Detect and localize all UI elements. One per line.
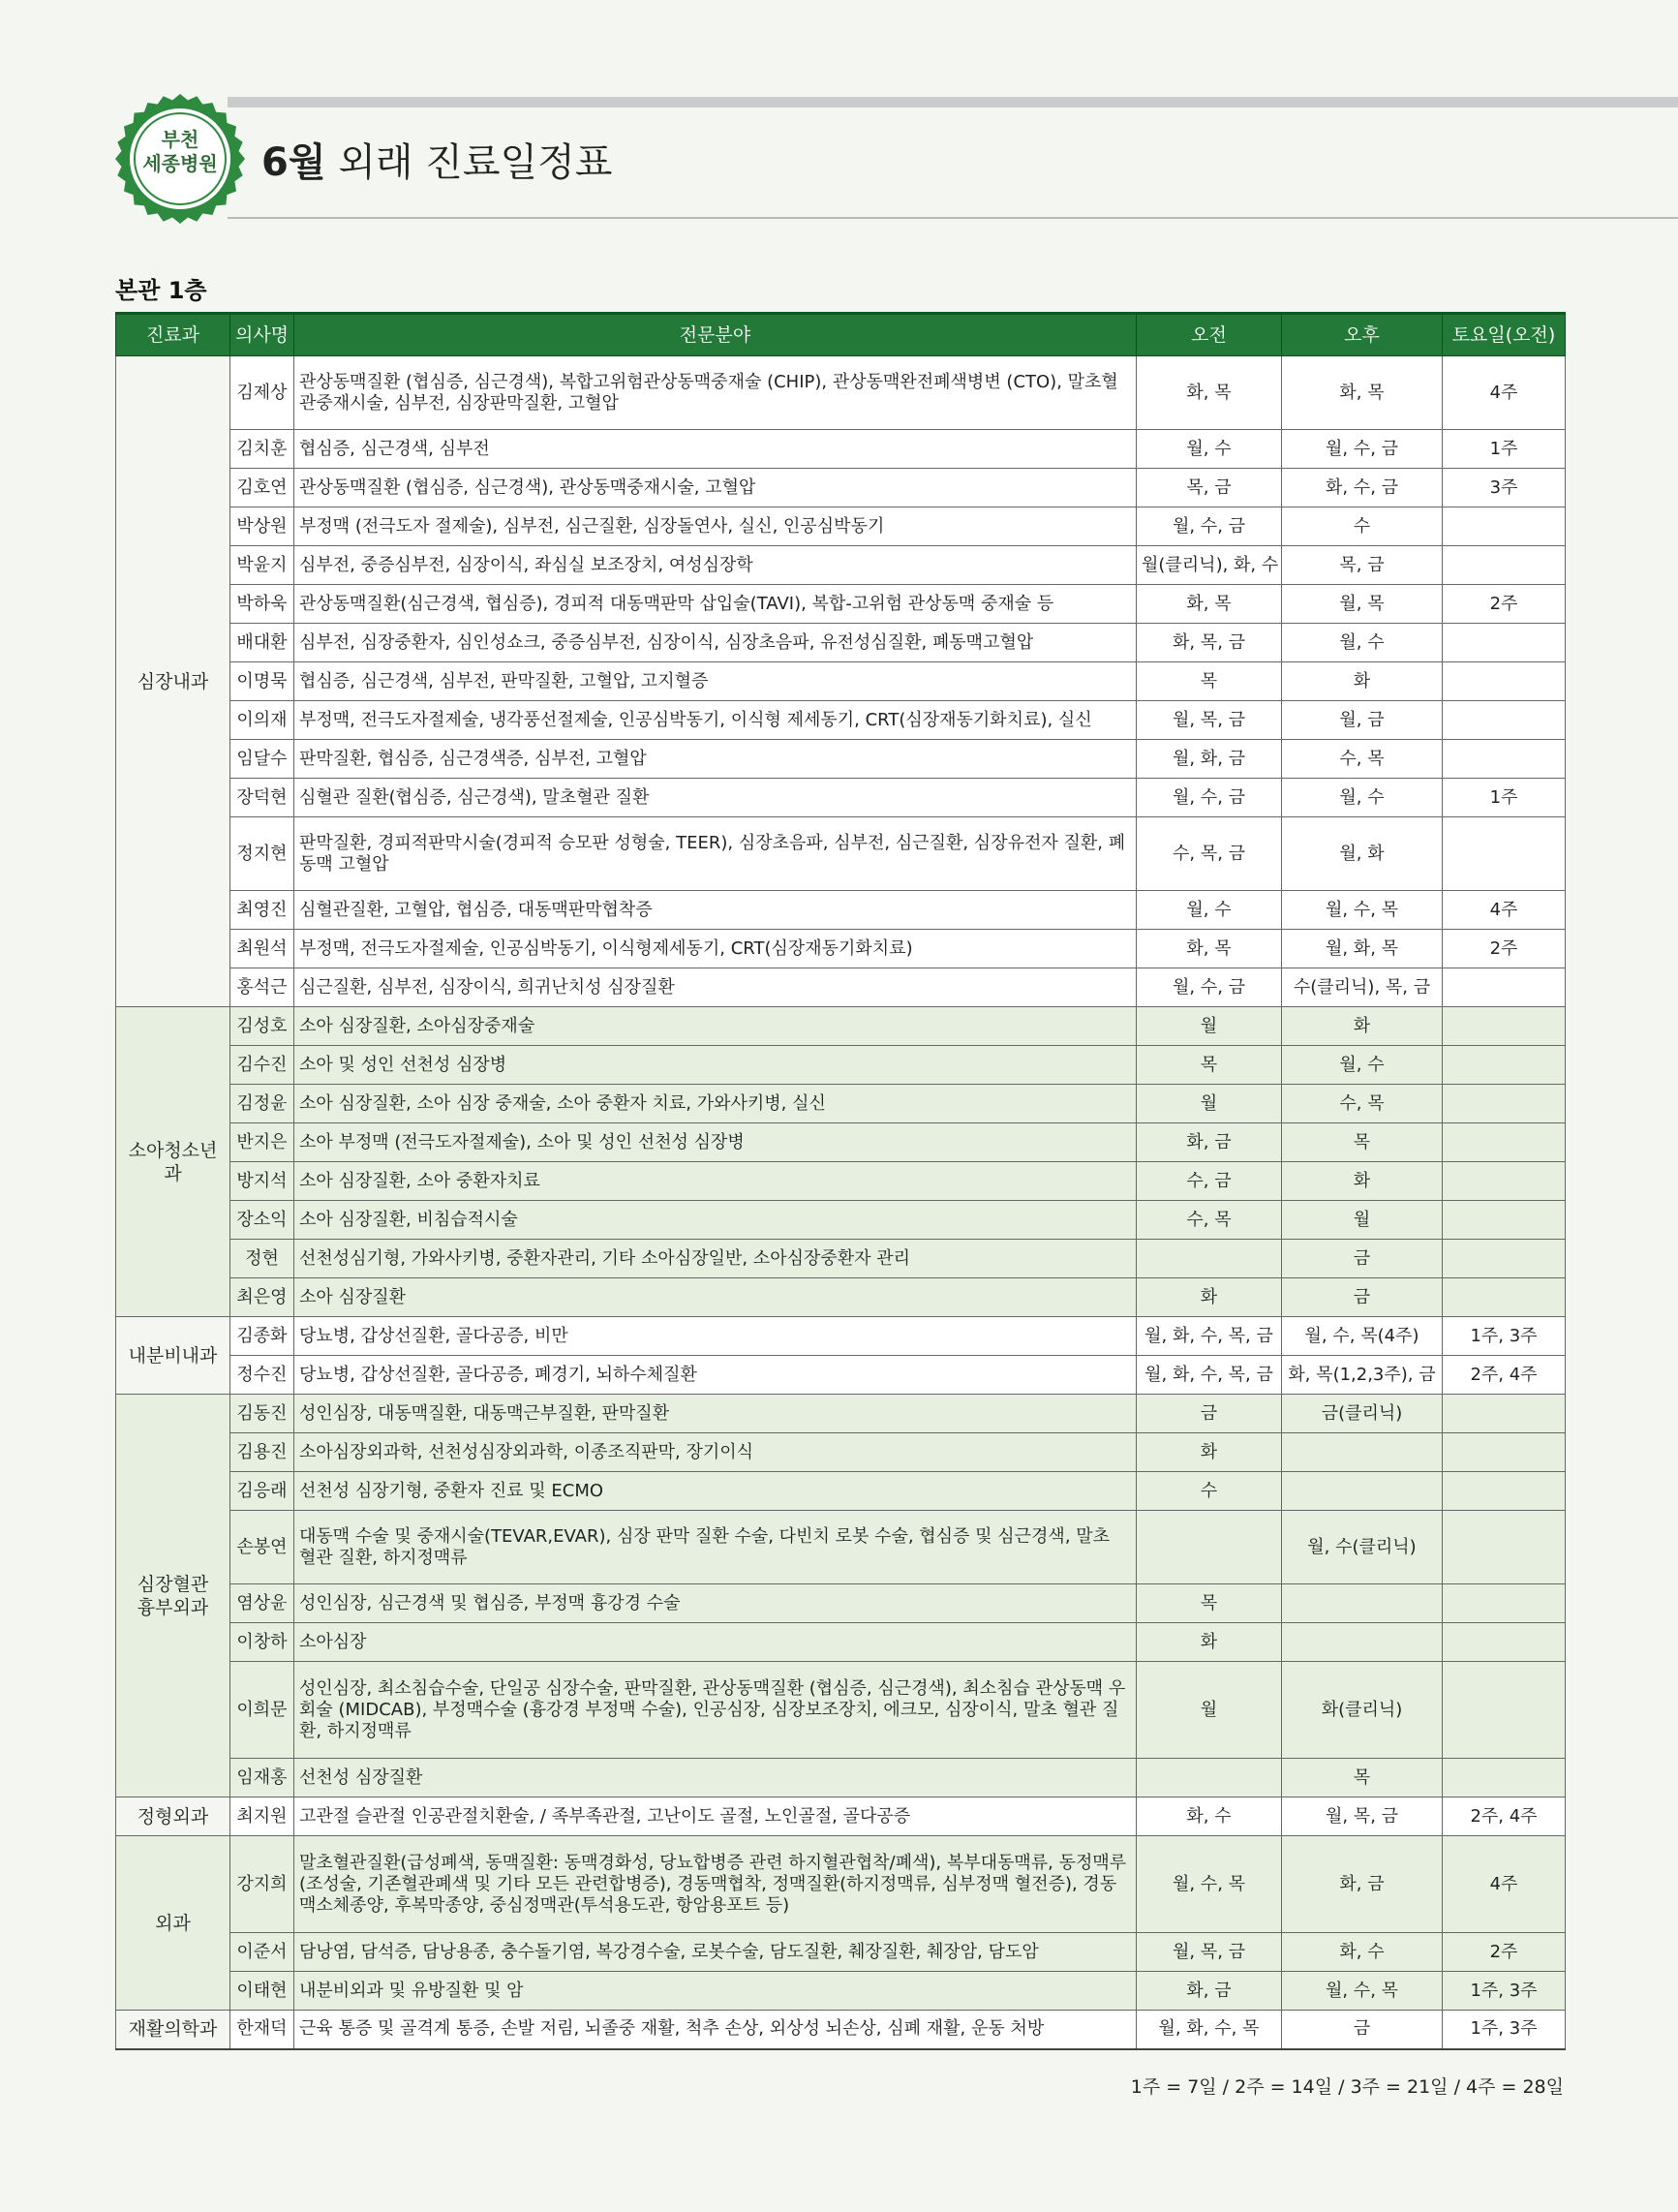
table-row	[116, 1511, 1566, 1584]
department-cell: 정형외과	[116, 1797, 230, 1836]
afternoon-days: 월, 목, 금	[1282, 1797, 1443, 1836]
doctor-name: 배대환	[230, 624, 294, 662]
table-row	[116, 1584, 1566, 1623]
morning-days: 월, 화, 수, 목, 금	[1137, 1356, 1282, 1395]
saturday-weeks: 1주	[1443, 779, 1566, 817]
morning-days: 화, 수	[1137, 1797, 1282, 1836]
morning-days	[1137, 1240, 1282, 1278]
header-rule	[228, 217, 1678, 219]
specialty: 선천성 심장질환	[294, 1759, 1137, 1797]
seal-line-2: 세종병원	[142, 152, 218, 175]
specialty: 소아 부정맥 (전극도자절제술), 소아 및 성인 선천성 심장병	[294, 1123, 1137, 1162]
section-title: 본관 1층	[115, 277, 207, 304]
morning-days: 월, 수, 금	[1137, 779, 1282, 817]
table-row	[116, 585, 1566, 624]
specialty: 소아 심장질환, 소아 중환자치료	[294, 1162, 1137, 1201]
saturday-weeks	[1443, 1123, 1566, 1162]
doctor-name: 박상원	[230, 507, 294, 546]
saturday-weeks	[1443, 1759, 1566, 1797]
specialty: 내분비외과 및 유방질환 및 암	[294, 1972, 1137, 2011]
specialty: 소아심장	[294, 1623, 1137, 1662]
saturday-weeks	[1443, 1240, 1566, 1278]
morning-days: 화	[1137, 1433, 1282, 1472]
table-row	[116, 1972, 1566, 2011]
morning-days: 화, 목	[1137, 356, 1282, 430]
doctor-name: 염상윤	[230, 1584, 294, 1623]
saturday-weeks: 2주, 4주	[1443, 1797, 1566, 1836]
department-name-line: 흉부외과	[137, 1596, 209, 1618]
afternoon-days: 월, 수, 목	[1282, 1972, 1443, 2011]
afternoon-days: 화, 목	[1282, 356, 1443, 430]
doctor-name: 김동진	[230, 1395, 294, 1433]
specialty: 성인심장, 최소침습수술, 단일공 심장수술, 판막질환, 관상동맥질환 (협심증, 심근경색), 최소침습 관상동맥 우회술 (MIDCAB), 부정맥수술 (흉강경 부정맥 수술), 인공심장, 심장보조장치, 에크모, 심장이식, 말초 혈관 질환, 하지정맥류	[294, 1662, 1137, 1759]
specialty: 심혈관 질환(협심증, 심근경색), 말초혈관 질환	[294, 779, 1137, 817]
table-row	[116, 1317, 1566, 1356]
saturday-weeks	[1443, 1623, 1566, 1662]
afternoon-days: 화	[1282, 662, 1443, 701]
doctor-name: 최지원	[230, 1797, 294, 1836]
morning-days: 월, 수	[1137, 891, 1282, 930]
specialty: 담낭염, 담석증, 담낭용종, 충수돌기염, 복강경수술, 로봇수술, 담도질환, 췌장질환, 췌장암, 담도암	[294, 1933, 1137, 1972]
afternoon-days	[1282, 1623, 1443, 1662]
morning-days: 화, 목, 금	[1137, 624, 1282, 662]
saturday-weeks: 3주	[1443, 469, 1566, 507]
table-row	[116, 891, 1566, 930]
doctor-name: 이창하	[230, 1623, 294, 1662]
table-row	[116, 1162, 1566, 1201]
doctor-name: 김치훈	[230, 430, 294, 469]
specialty: 대동맥 수술 및 중재시술(TEVAR,EVAR), 심장 판막 질환 수술, 다빈치 로봇 수술, 협심증 및 심근경색, 말초 혈관 질환, 하지정맥류	[294, 1511, 1137, 1584]
saturday-weeks	[1443, 1511, 1566, 1584]
col-header-sat: 토요일(오전)	[1443, 314, 1566, 356]
afternoon-days: 수, 목	[1282, 1085, 1443, 1123]
saturday-weeks	[1443, 624, 1566, 662]
afternoon-days: 화	[1282, 1162, 1443, 1201]
saturday-weeks: 2주	[1443, 930, 1566, 968]
specialty: 판막질환, 경피적판막시술(경피적 승모판 성형술, TEER), 심장초음파, 심부전, 심근질환, 심장유전자 질환, 폐동맥 고혈압	[294, 817, 1137, 891]
afternoon-days: 수, 목	[1282, 740, 1443, 779]
doctor-name: 정지현	[230, 817, 294, 891]
page-title	[261, 132, 612, 187]
doctor-name: 김종화	[230, 1317, 294, 1356]
schedule-table	[115, 312, 1566, 2050]
doctor-name: 김성호	[230, 1007, 294, 1046]
specialty: 소아 심장질환, 소아심장중재술	[294, 1007, 1137, 1046]
department-cell: 내분비내과	[116, 1317, 230, 1395]
specialty: 성인심장, 대동맥질환, 대동맥근부질환, 판막질환	[294, 1395, 1137, 1433]
table-row	[116, 1007, 1566, 1046]
morning-days: 화, 목	[1137, 585, 1282, 624]
afternoon-days: 월, 수	[1282, 779, 1443, 817]
table-row	[116, 469, 1566, 507]
col-header-doctor: 의사명	[230, 314, 294, 356]
department-cell: 재활의학과	[116, 2011, 230, 2049]
morning-days: 월, 수, 금	[1137, 507, 1282, 546]
doctor-name: 김용진	[230, 1433, 294, 1472]
table-row	[116, 546, 1566, 585]
morning-days: 월(클리닉), 화, 수	[1137, 546, 1282, 585]
morning-days: 월, 수	[1137, 430, 1282, 469]
title-month: 6월	[261, 140, 326, 185]
department-cell: 외과	[116, 1836, 230, 2011]
saturday-weeks	[1443, 968, 1566, 1007]
col-header-am: 오전	[1137, 314, 1282, 356]
saturday-weeks	[1443, 1085, 1566, 1123]
morning-days	[1137, 1511, 1282, 1584]
specialty: 소아심장외과학, 선천성심장외과학, 이종조직판막, 장기이식	[294, 1433, 1137, 1472]
saturday-weeks: 1주, 3주	[1443, 1972, 1566, 2011]
table-row	[116, 779, 1566, 817]
table-row	[116, 740, 1566, 779]
col-header-pm: 오후	[1282, 314, 1443, 356]
footnote: 1주 = 7일 / 2주 = 14일 / 3주 = 21일 / 4주 = 28일	[1130, 2076, 1564, 2098]
morning-days: 화, 목	[1137, 930, 1282, 968]
specialty: 부정맥, 전극도자절제술, 냉각풍선절제술, 인공심박동기, 이식형 제세동기, CRT(심장재동기화치료), 실신	[294, 701, 1137, 740]
afternoon-days	[1282, 1584, 1443, 1623]
doctor-name: 한재덕	[230, 2011, 294, 2049]
morning-days: 월, 화, 수, 목, 금	[1137, 1317, 1282, 1356]
afternoon-days: 금	[1282, 1240, 1443, 1278]
saturday-weeks	[1443, 1472, 1566, 1511]
morning-days: 월	[1137, 1007, 1282, 1046]
table-row	[116, 817, 1566, 891]
department-cell	[116, 1395, 230, 1797]
schedule-body	[116, 356, 1566, 2049]
afternoon-days: 목	[1282, 1123, 1443, 1162]
table-row	[116, 1472, 1566, 1511]
afternoon-days: 월, 수	[1282, 1046, 1443, 1085]
doctor-name: 박하욱	[230, 585, 294, 624]
specialty: 심부전, 중증심부전, 심장이식, 좌심실 보조장치, 여성심장학	[294, 546, 1137, 585]
specialty: 판막질환, 협심증, 심근경색증, 심부전, 고혈압	[294, 740, 1137, 779]
afternoon-days: 수	[1282, 507, 1443, 546]
col-header-dept: 진료과	[116, 314, 230, 356]
table-row	[116, 1046, 1566, 1085]
top-bar	[228, 97, 1678, 108]
afternoon-days: 월	[1282, 1201, 1443, 1240]
saturday-weeks	[1443, 546, 1566, 585]
morning-days: 수, 금	[1137, 1162, 1282, 1201]
table-row	[116, 1240, 1566, 1278]
specialty: 심부전, 심장중환자, 심인성쇼크, 중증심부전, 심장이식, 심장초음파, 유전성심질환, 폐동맥고혈압	[294, 624, 1137, 662]
doctor-name: 최원석	[230, 930, 294, 968]
specialty: 부정맥, 전극도자절제술, 인공심박동기, 이식형제세동기, CRT(심장재동기화치료)	[294, 930, 1137, 968]
afternoon-days: 화(클리닉)	[1282, 1662, 1443, 1759]
specialty: 말초혈관질환(급성폐색, 동맥질환: 동맥경화성, 당뇨합병증 관련 하지혈관협착/폐색), 복부대동맥류, 동정맥루(조성술, 기존혈관폐색 및 기타 모든 관련합병증), 경동맥협착, 정맥질환(하지정맥류, 심부정맥 혈전증), 경동맥소체종양, 후복막종양, 중심정맥관(투석용도관, 항암용포트 등)	[294, 1836, 1137, 1933]
saturday-weeks	[1443, 817, 1566, 891]
afternoon-days	[1282, 1433, 1443, 1472]
saturday-weeks	[1443, 1162, 1566, 1201]
saturday-weeks: 1주	[1443, 430, 1566, 469]
specialty: 소아 및 성인 선천성 심장병	[294, 1046, 1137, 1085]
morning-days: 목, 금	[1137, 469, 1282, 507]
afternoon-days: 화	[1282, 1007, 1443, 1046]
specialty: 소아 심장질환	[294, 1278, 1137, 1317]
seal-line-1: 부천	[161, 128, 199, 151]
morning-days: 목	[1137, 1584, 1282, 1623]
saturday-weeks	[1443, 1046, 1566, 1085]
saturday-weeks: 4주	[1443, 891, 1566, 930]
table-row	[116, 662, 1566, 701]
specialty: 근육 통증 및 골격계 통증, 손발 저림, 뇌졸중 재활, 척추 손상, 외상성 뇌손상, 심폐 재활, 운동 처방	[294, 2011, 1137, 2049]
specialty: 관상동맥질환 (협심증, 심근경색), 관상동맥중재시술, 고혈압	[294, 469, 1137, 507]
saturday-weeks	[1443, 1584, 1566, 1623]
doctor-name: 임재홍	[230, 1759, 294, 1797]
specialty: 협심증, 심근경색, 심부전	[294, 430, 1137, 469]
afternoon-days: 목	[1282, 1759, 1443, 1797]
seal-text	[114, 128, 246, 176]
doctor-name: 반지은	[230, 1123, 294, 1162]
specialty: 선천성심기형, 가와사키병, 중환자관리, 기타 소아심장일반, 소아심장중환자 관리	[294, 1240, 1137, 1278]
morning-days: 월, 화, 금	[1137, 740, 1282, 779]
morning-days: 금	[1137, 1395, 1282, 1433]
saturday-weeks: 2주	[1443, 1933, 1566, 1972]
morning-days: 월, 목, 금	[1137, 701, 1282, 740]
doctor-name: 장덕현	[230, 779, 294, 817]
saturday-weeks	[1443, 1662, 1566, 1759]
morning-days: 월, 수, 목	[1137, 1836, 1282, 1933]
specialty: 협심증, 심근경색, 심부전, 판막질환, 고혈압, 고지혈증	[294, 662, 1137, 701]
table-row	[116, 1759, 1566, 1797]
saturday-weeks: 4주	[1443, 1836, 1566, 1933]
morning-days: 수	[1137, 1472, 1282, 1511]
department-cell: 심장내과	[116, 356, 230, 1007]
table-row	[116, 1623, 1566, 1662]
saturday-weeks: 2주	[1443, 585, 1566, 624]
table-row	[116, 1085, 1566, 1123]
afternoon-days: 금(클리닉)	[1282, 1395, 1443, 1433]
doctor-name: 최영진	[230, 891, 294, 930]
specialty: 부정맥 (전극도자 절제술), 심부전, 심근질환, 심장돌연사, 실신, 인공심박동기	[294, 507, 1137, 546]
morning-days: 수, 목, 금	[1137, 817, 1282, 891]
table-row	[116, 2011, 1566, 2049]
saturday-weeks: 4주	[1443, 356, 1566, 430]
specialty: 심근질환, 심부전, 심장이식, 희귀난치성 심장질환	[294, 968, 1137, 1007]
afternoon-days: 화, 수, 금	[1282, 469, 1443, 507]
doctor-name: 임달수	[230, 740, 294, 779]
afternoon-days: 월, 수(클리닉)	[1282, 1511, 1443, 1584]
specialty: 성인심장, 심근경색 및 협심증, 부정맥 흉강경 수술	[294, 1584, 1137, 1623]
afternoon-days: 목, 금	[1282, 546, 1443, 585]
table-row	[116, 701, 1566, 740]
afternoon-days: 금	[1282, 1278, 1443, 1317]
saturday-weeks	[1443, 1278, 1566, 1317]
table-row	[116, 1433, 1566, 1472]
doctor-name: 손봉연	[230, 1511, 294, 1584]
table-row	[116, 1123, 1566, 1162]
specialty: 선천성 심장기형, 중환자 진료 및 ECMO	[294, 1472, 1137, 1511]
afternoon-days: 월, 수, 금	[1282, 430, 1443, 469]
table-row	[116, 430, 1566, 469]
morning-days	[1137, 1759, 1282, 1797]
table-header-row	[116, 314, 1566, 356]
doctor-name: 이준서	[230, 1933, 294, 1972]
doctor-name: 김수진	[230, 1046, 294, 1085]
morning-days: 목	[1137, 1046, 1282, 1085]
doctor-name: 방지석	[230, 1162, 294, 1201]
table-row	[116, 1933, 1566, 1972]
afternoon-days: 수(클리닉), 목, 금	[1282, 968, 1443, 1007]
afternoon-days: 월, 목	[1282, 585, 1443, 624]
doctor-name: 박윤지	[230, 546, 294, 585]
table-row	[116, 356, 1566, 430]
table-row	[116, 624, 1566, 662]
saturday-weeks	[1443, 507, 1566, 546]
morning-days: 월	[1137, 1662, 1282, 1759]
morning-days: 목	[1137, 662, 1282, 701]
table-row	[116, 507, 1566, 546]
specialty: 소아 심장질환, 소아 심장 중재술, 소아 중환자 치료, 가와사키병, 실신	[294, 1085, 1137, 1123]
saturday-weeks	[1443, 662, 1566, 701]
table-row	[116, 1797, 1566, 1836]
afternoon-days: 월, 금	[1282, 701, 1443, 740]
morning-days: 수, 목	[1137, 1201, 1282, 1240]
doctor-name: 정수진	[230, 1356, 294, 1395]
doctor-name: 김정윤	[230, 1085, 294, 1123]
afternoon-days: 화, 수	[1282, 1933, 1443, 1972]
doctor-name: 장소익	[230, 1201, 294, 1240]
doctor-name: 이희문	[230, 1662, 294, 1759]
specialty: 당뇨병, 갑상선질환, 골다공증, 비만	[294, 1317, 1137, 1356]
doctor-name: 김제상	[230, 356, 294, 430]
col-header-specialty: 전문분야	[294, 314, 1137, 356]
table-row	[116, 1278, 1566, 1317]
doctor-name: 정현	[230, 1240, 294, 1278]
saturday-weeks	[1443, 1007, 1566, 1046]
saturday-weeks	[1443, 740, 1566, 779]
saturday-weeks: 1주, 3주	[1443, 1317, 1566, 1356]
doctor-name: 강지희	[230, 1836, 294, 1933]
morning-days: 월, 수, 금	[1137, 968, 1282, 1007]
afternoon-days: 월, 화	[1282, 817, 1443, 891]
table-row	[116, 968, 1566, 1007]
table-row	[116, 1395, 1566, 1433]
doctor-name: 최은영	[230, 1278, 294, 1317]
morning-days: 월, 목, 금	[1137, 1933, 1282, 1972]
title-text: 외래 진료일정표	[325, 140, 613, 185]
morning-days: 화, 금	[1137, 1123, 1282, 1162]
morning-days: 화	[1137, 1623, 1282, 1662]
afternoon-days: 월, 수	[1282, 624, 1443, 662]
department-cell: 소아청소년과	[116, 1007, 230, 1317]
morning-days: 월, 화, 수, 목	[1137, 2011, 1282, 2049]
saturday-weeks	[1443, 1201, 1566, 1240]
afternoon-days: 월, 수, 목	[1282, 891, 1443, 930]
saturday-weeks: 2주, 4주	[1443, 1356, 1566, 1395]
table-row	[116, 1201, 1566, 1240]
doctor-name: 홍석근	[230, 968, 294, 1007]
doctor-name: 김호연	[230, 469, 294, 507]
saturday-weeks	[1443, 1395, 1566, 1433]
specialty: 당뇨병, 갑상선질환, 골다공증, 폐경기, 뇌하수체질환	[294, 1356, 1137, 1395]
doctor-name: 이태현	[230, 1972, 294, 2011]
table-row	[116, 1836, 1566, 1933]
afternoon-days: 화, 금	[1282, 1836, 1443, 1933]
doctor-name: 김응래	[230, 1472, 294, 1511]
specialty: 관상동맥질환 (협심증, 심근경색), 복합고위험관상동맥중재술 (CHIP), 관상동맥완전폐색병변 (CTO), 말초혈관중재시술, 심부전, 심장판막질환, 고혈압	[294, 356, 1137, 430]
table-row	[116, 1662, 1566, 1759]
department-name-line: 심장혈관	[137, 1573, 209, 1595]
specialty: 소아 심장질환, 비침습적시술	[294, 1201, 1137, 1240]
morning-days: 월	[1137, 1085, 1282, 1123]
morning-days: 화, 금	[1137, 1972, 1282, 2011]
saturday-weeks	[1443, 701, 1566, 740]
specialty: 관상동맥질환(심근경색, 협심증), 경피적 대동맥판막 삽입술(TAVI), 복합-고위험 관상동맥 중재술 등	[294, 585, 1137, 624]
specialty: 심혈관질환, 고혈압, 협심증, 대동맥판막협착증	[294, 891, 1137, 930]
afternoon-days	[1282, 1472, 1443, 1511]
afternoon-days: 월, 수, 목(4주)	[1282, 1317, 1443, 1356]
specialty: 고관절 슬관절 인공관절치환술, / 족부족관절, 고난이도 골절, 노인골절, 골다공증	[294, 1797, 1137, 1836]
table-row	[116, 1356, 1566, 1395]
afternoon-days: 월, 화, 목	[1282, 930, 1443, 968]
afternoon-days: 화, 목(1,2,3주), 금	[1282, 1356, 1443, 1395]
table-row	[116, 930, 1566, 968]
morning-days: 화	[1137, 1278, 1282, 1317]
doctor-name: 이명묵	[230, 662, 294, 701]
doctor-name: 이의재	[230, 701, 294, 740]
saturday-weeks: 1주, 3주	[1443, 2011, 1566, 2049]
saturday-weeks	[1443, 1433, 1566, 1472]
afternoon-days: 금	[1282, 2011, 1443, 2049]
